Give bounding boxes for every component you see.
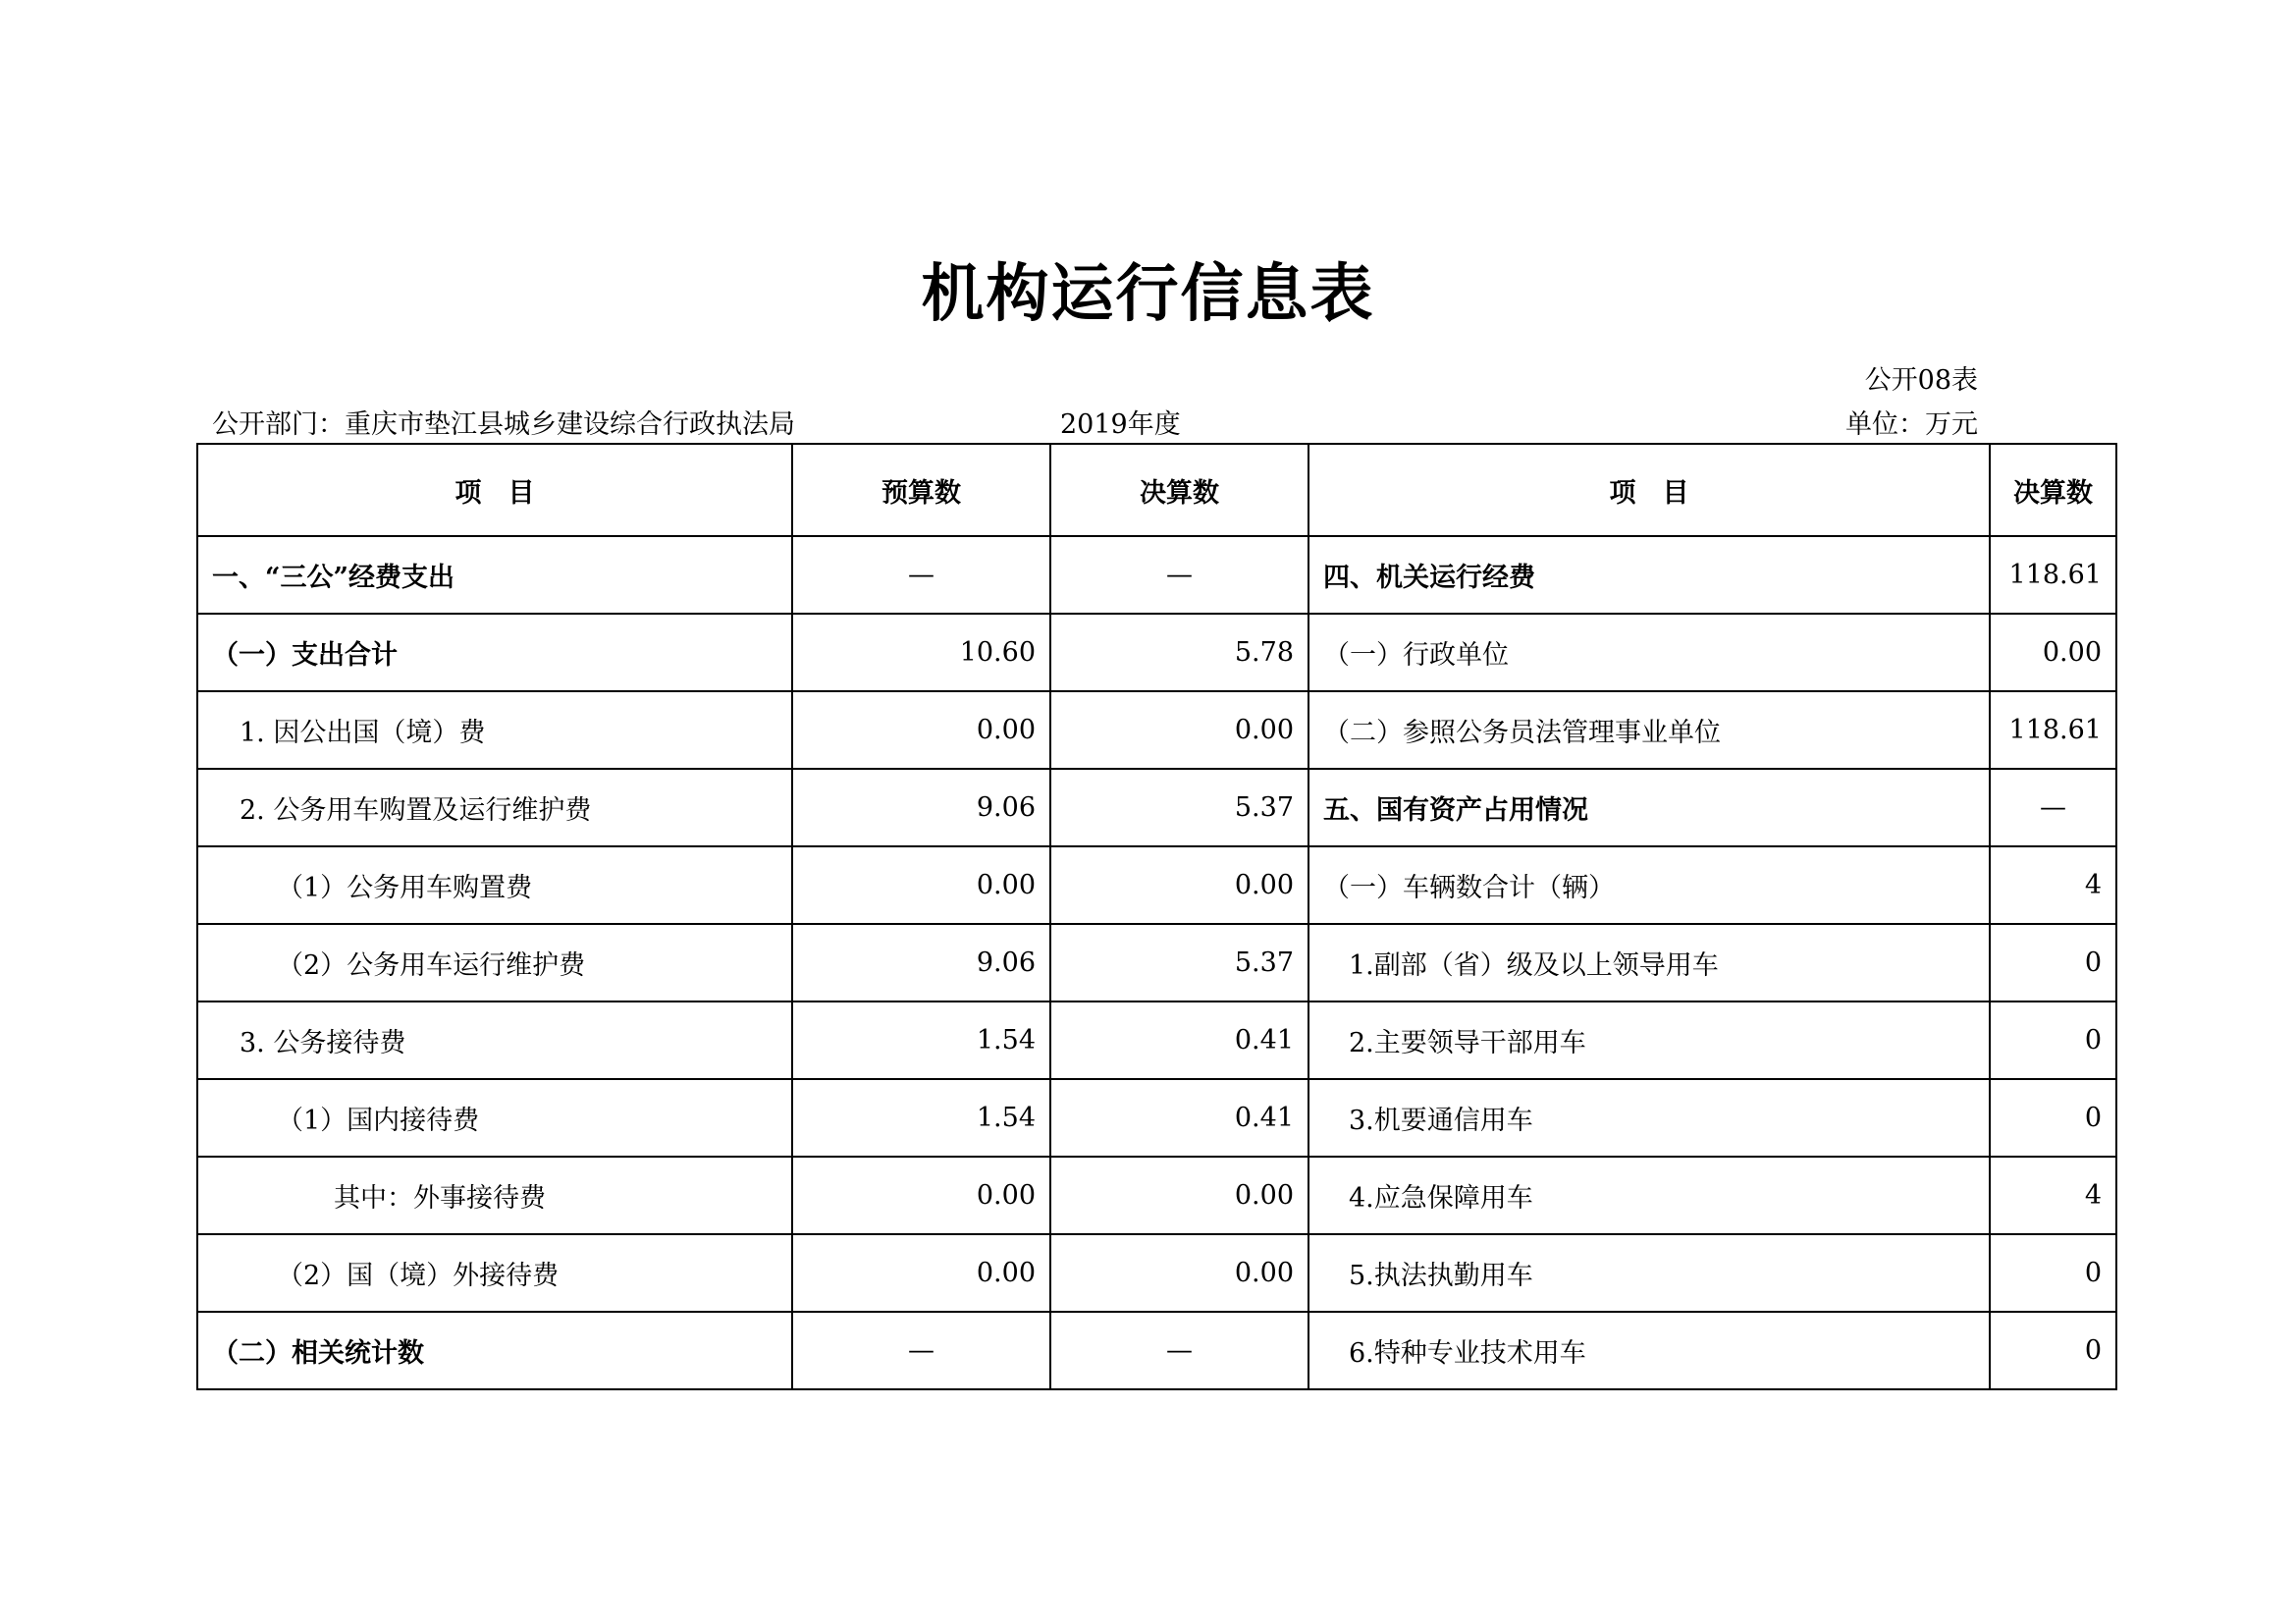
- row-final: —: [1050, 536, 1308, 614]
- row-budget: —: [792, 1312, 1050, 1389]
- row-final-right: 4: [1990, 846, 2116, 924]
- department-label: 公开部门：重庆市垫江县城乡建设综合行政执法局: [212, 409, 795, 440]
- row-final-right: 0: [1990, 1234, 2116, 1312]
- row-final-right: 118.61: [1990, 536, 2116, 614]
- row-item-left: （2）国（境）外接待费: [197, 1234, 792, 1312]
- header-final-left: 决算数: [1050, 444, 1308, 536]
- year-label: 2019年度: [1060, 409, 1181, 440]
- header-final-right: 决算数: [1990, 444, 2116, 536]
- unit-label: 单位：万元: [1845, 409, 1978, 440]
- table-row: [197, 614, 2116, 691]
- page-title: 机构运行信息表: [921, 257, 1375, 331]
- row-item-right: 5.执法执勤用车: [1308, 1234, 1990, 1312]
- row-final-right: 0: [1990, 924, 2116, 1001]
- table-row: [197, 1079, 2116, 1157]
- row-item-left: 其中：外事接待费: [197, 1157, 792, 1234]
- institution-operation-table: [196, 443, 2117, 1390]
- header-item-right: 项 目: [1308, 444, 1990, 536]
- row-item-right: 3.机要通信用车: [1308, 1079, 1990, 1157]
- table-row: [197, 924, 2116, 1001]
- table-row: [197, 1312, 2116, 1389]
- row-budget: 0.00: [792, 846, 1050, 924]
- row-final: 5.37: [1050, 769, 1308, 846]
- row-final-right: 0: [1990, 1079, 2116, 1157]
- row-item-left: （2）公务用车运行维护费: [197, 924, 792, 1001]
- row-item-right: （二）参照公务员法管理事业单位: [1308, 691, 1990, 769]
- table-row: [197, 536, 2116, 614]
- header-item-left: 项 目: [197, 444, 792, 536]
- row-item-right: （一）车辆数合计（辆）: [1308, 846, 1990, 924]
- row-item-left: 一、“三公”经费支出: [197, 536, 792, 614]
- row-item-left: （1）公务用车购置费: [197, 846, 792, 924]
- row-item-left: （一）支出合计: [197, 614, 792, 691]
- row-final-right: 118.61: [1990, 691, 2116, 769]
- row-final: 5.37: [1050, 924, 1308, 1001]
- row-final-right: 0.00: [1990, 614, 2116, 691]
- row-final: 0.00: [1050, 691, 1308, 769]
- table-row: [197, 769, 2116, 846]
- row-final-right: 0: [1990, 1312, 2116, 1389]
- row-item-left: 3. 公务接待费: [197, 1001, 792, 1079]
- row-budget: 1.54: [792, 1001, 1050, 1079]
- row-final-right: 0: [1990, 1001, 2116, 1079]
- row-final: 5.78: [1050, 614, 1308, 691]
- row-item-right: （一）行政单位: [1308, 614, 1990, 691]
- row-budget: 9.06: [792, 769, 1050, 846]
- row-item-left: 2. 公务用车购置及运行维护费: [197, 769, 792, 846]
- row-item-right: 五、国有资产占用情况: [1308, 769, 1990, 846]
- form-number: 公开08表: [1864, 365, 1978, 396]
- table-row: [197, 1234, 2116, 1312]
- table-header-row: [197, 444, 2116, 536]
- row-budget: 10.60: [792, 614, 1050, 691]
- row-budget: —: [792, 536, 1050, 614]
- row-budget: 0.00: [792, 1234, 1050, 1312]
- row-final: 0.41: [1050, 1001, 1308, 1079]
- table-row: [197, 1001, 2116, 1079]
- row-item-left: （1）国内接待费: [197, 1079, 792, 1157]
- row-item-left: （二）相关统计数: [197, 1312, 792, 1389]
- row-item-right: 6.特种专业技术用车: [1308, 1312, 1990, 1389]
- row-budget: 0.00: [792, 691, 1050, 769]
- row-item-right: 四、机关运行经费: [1308, 536, 1990, 614]
- row-final: 0.00: [1050, 1234, 1308, 1312]
- table-row: [197, 1157, 2116, 1234]
- row-final-right: 4: [1990, 1157, 2116, 1234]
- row-item-right: 1.副部（省）级及以上领导用车: [1308, 924, 1990, 1001]
- row-item-right: 2.主要领导干部用车: [1308, 1001, 1990, 1079]
- row-item-right: 4.应急保障用车: [1308, 1157, 1990, 1234]
- row-final: 0.00: [1050, 1157, 1308, 1234]
- table-row: [197, 846, 2116, 924]
- row-budget: 0.00: [792, 1157, 1050, 1234]
- header-budget: 预算数: [792, 444, 1050, 536]
- row-final: 0.00: [1050, 846, 1308, 924]
- row-final: —: [1050, 1312, 1308, 1389]
- row-item-left: 1. 因公出国（境）费: [197, 691, 792, 769]
- table-row: [197, 691, 2116, 769]
- row-budget: 9.06: [792, 924, 1050, 1001]
- row-final: 0.41: [1050, 1079, 1308, 1157]
- row-budget: 1.54: [792, 1079, 1050, 1157]
- row-final-right: —: [1990, 769, 2116, 846]
